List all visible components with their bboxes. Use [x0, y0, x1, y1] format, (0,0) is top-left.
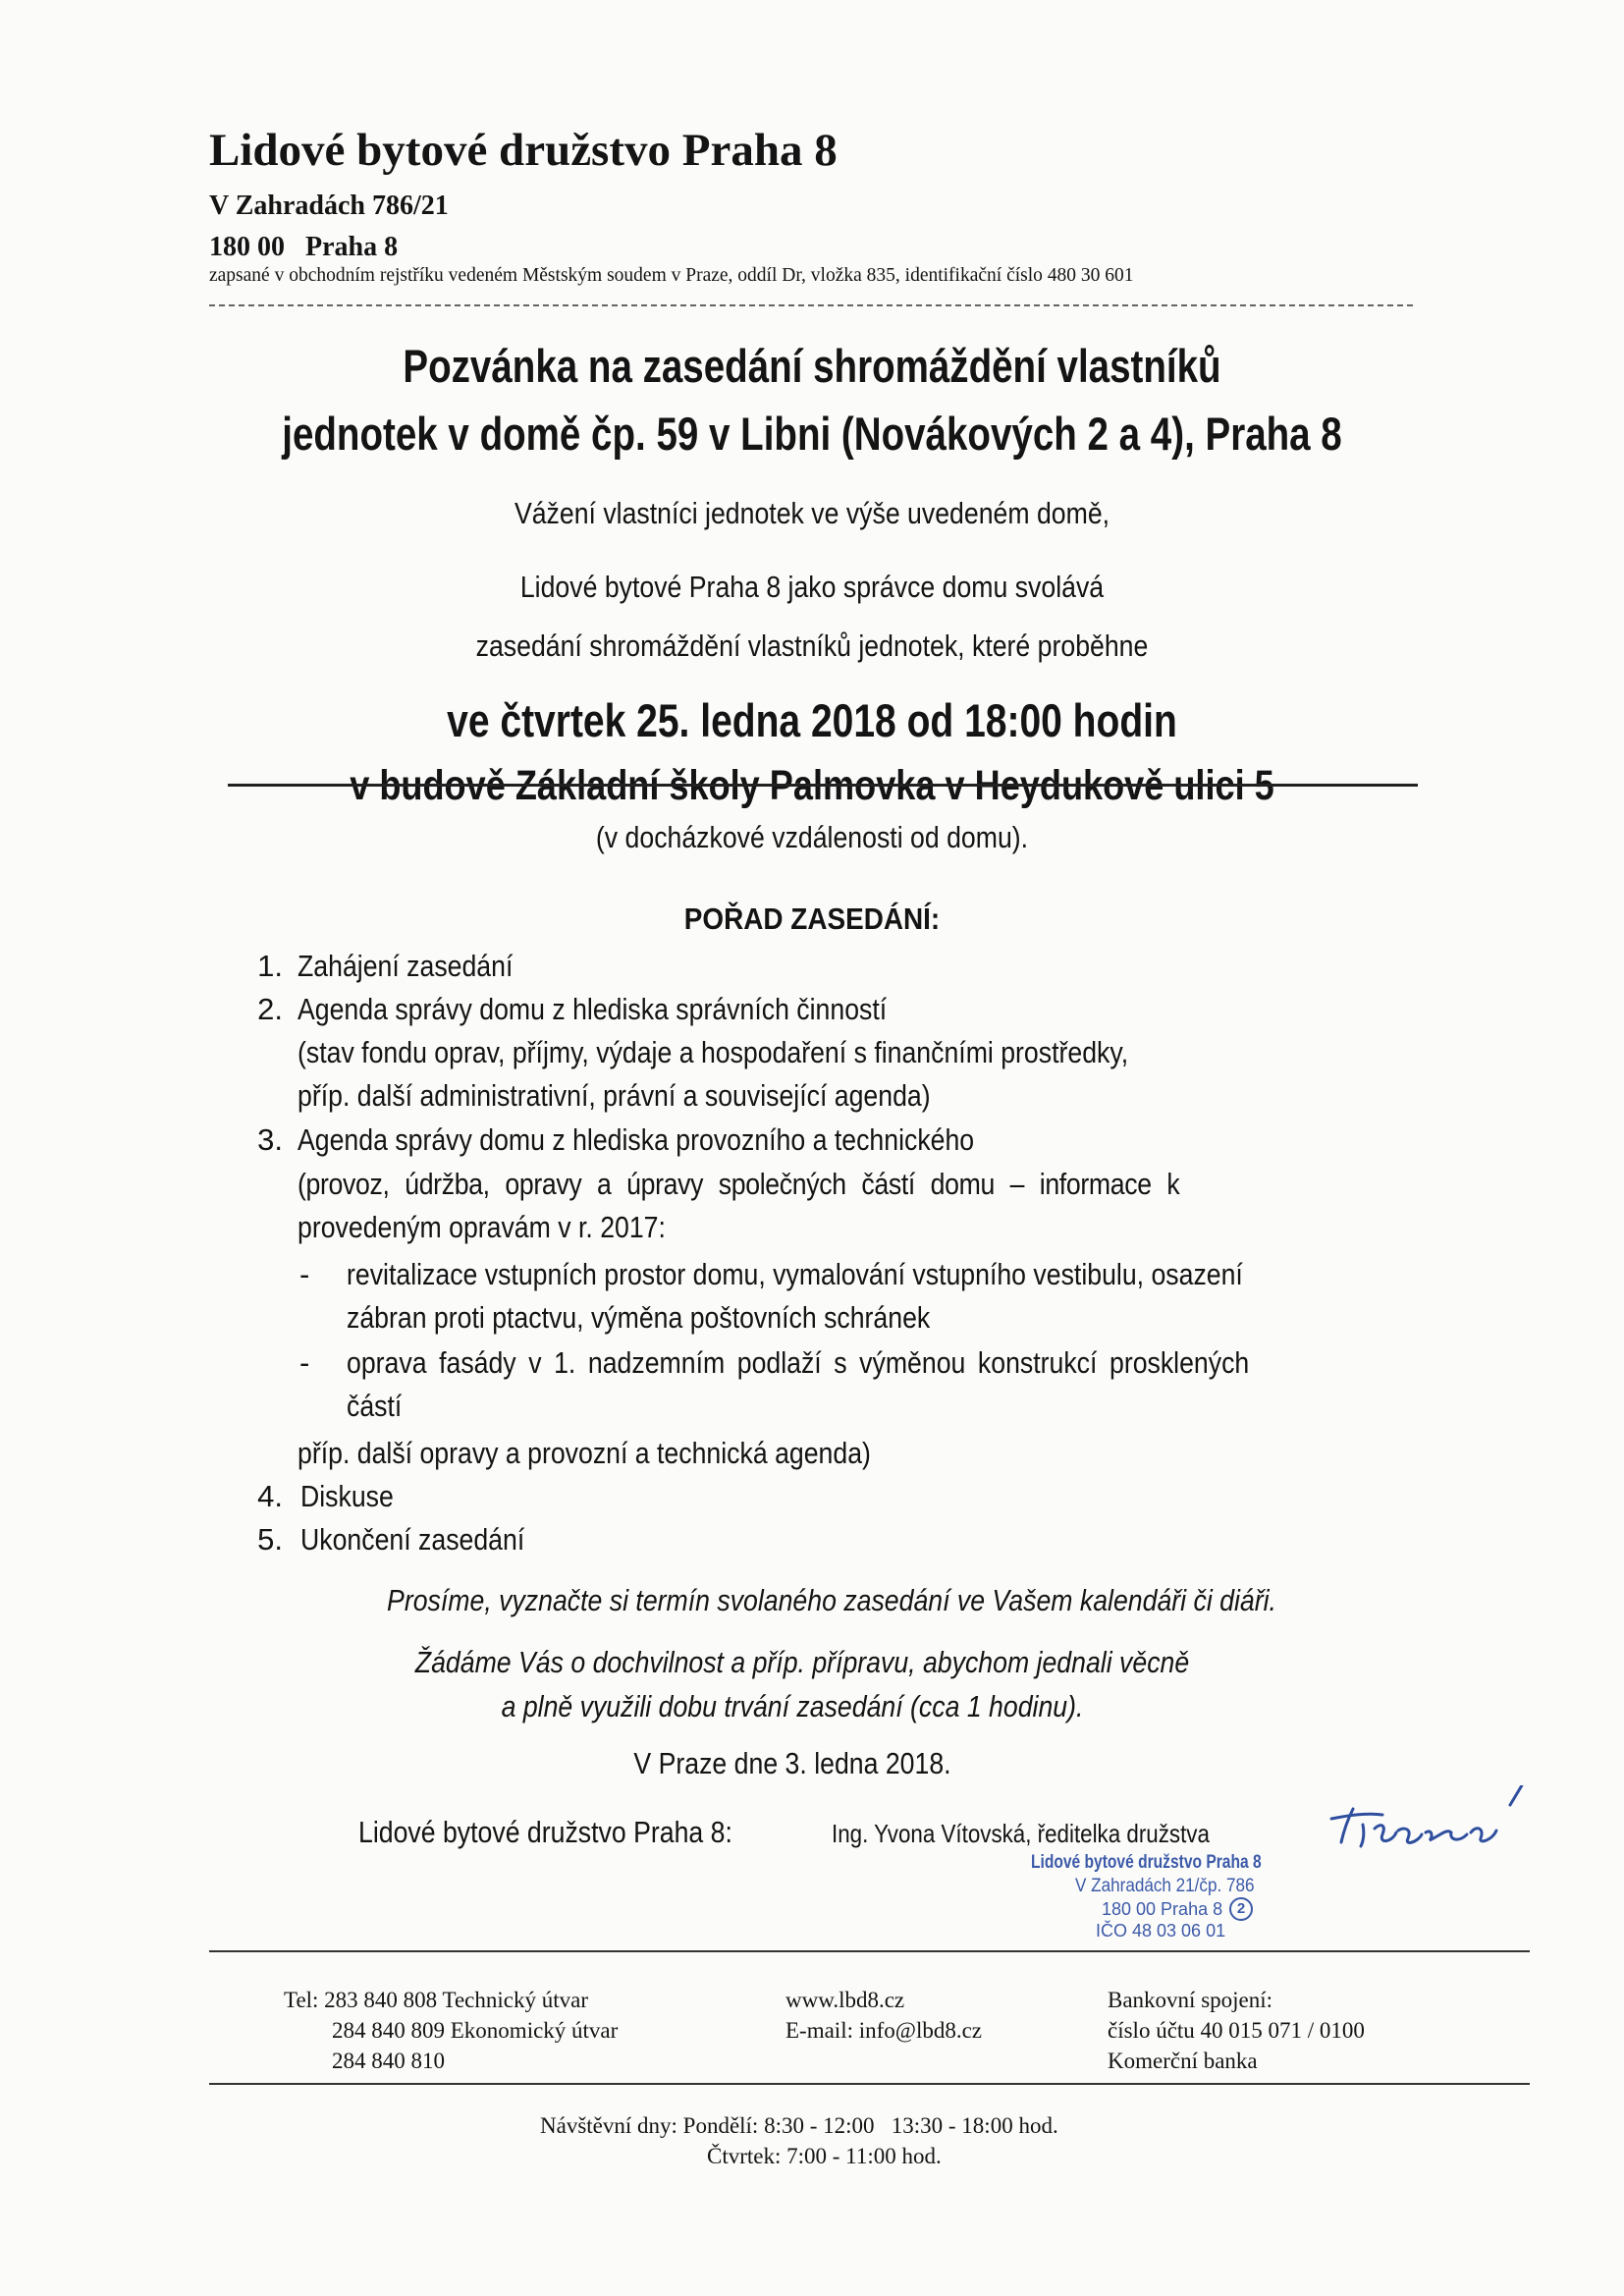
date-place: V Praze dne 3. ledna 2018. [633, 1746, 951, 1780]
agenda-item-number: 2. [257, 992, 283, 1026]
stamp-line3: 180 00 Praha 8 [1102, 1899, 1223, 1919]
agenda-item-5: Ukončení zasedání [300, 1522, 525, 1557]
agenda-bullet-1: revitalizace vstupních prostor domu, vymalování vstupního vestibulu, osazení [347, 1257, 1243, 1291]
agenda-item-2: Agenda správy domu z hlediska správních činností [298, 992, 888, 1026]
punctuality-request-line1: Žádáme Vás o dochvilnost a příp. přípravu, abychom jednali věcně [414, 1645, 1190, 1679]
footer-divider-bottom [209, 2083, 1530, 2085]
footer-phone-economic: 284 840 809 Ekonomický útvar [332, 2018, 619, 2043]
agenda-item-3-closing: příp. další opravy a provozní a technická agenda) [298, 1436, 871, 1470]
agenda-bullet-2-cont: částí [347, 1389, 403, 1423]
organization-name: Lidové bytové družstvo Praha 8 [209, 125, 838, 176]
agenda-item-number: 4. [257, 1479, 283, 1513]
punctuality-request-line2: a plně využili dobu trvání zasedání (cca 1 hodinu). [501, 1689, 1084, 1723]
office-hours-line2: Čtvrtek: 7:00 - 11:00 hod. [707, 2144, 942, 2168]
meeting-location: v budově Základní školy Palmovka v Heydukově ulici 5 [350, 762, 1274, 809]
greeting: Vážení vlastníci jednotek ve výše uvedeném domě, [514, 496, 1110, 530]
stamp-line2: V Zahradách 21/čp. 786 [1075, 1876, 1255, 1896]
registry-note: zapsané v obchodním rejstříku vedeném Městským soudem v Praze, oddíl Dr, vložka 835, identifikační číslo 480 30 601 [209, 265, 1134, 286]
footer-phone-other: 284 840 810 [332, 2049, 445, 2073]
agenda-item-3-detail: provedeným opravám v r. 2017: [298, 1210, 666, 1244]
agenda-item-number: 3. [257, 1122, 283, 1157]
company-stamp [1031, 1852, 1326, 1950]
convener-text: Lidové bytové Praha 8 jako správce domu svolává [519, 570, 1105, 604]
footer-website-link[interactable]: www.lbd8.cz [785, 1988, 905, 2012]
footer-phone-technical: Tel: 283 840 808 Technický útvar [284, 1988, 588, 2012]
footer-bank-account: číslo účtu 40 015 071 / 0100 [1108, 2018, 1365, 2043]
header-divider [209, 304, 1413, 306]
footer-email-link[interactable]: E-mail: info@lbd8.cz [785, 2018, 983, 2043]
agenda-item-4: Diskuse [300, 1479, 394, 1513]
office-hours-line1: Návštěvní dny: Pondělí: 8:30 - 12:00 13:30 - 18:00 hod. [540, 2113, 1058, 2138]
agenda-item-number: 1. [257, 949, 283, 983]
agenda-heading: POŘAD ZASEDÁNÍ: [683, 902, 941, 936]
footer-bank-name: Komerční banka [1108, 2049, 1258, 2073]
agenda-bullet-1-cont: zábran proti ptactvu, výměna poštovních schránek [347, 1300, 931, 1335]
footer-divider-top [209, 1950, 1530, 1952]
agenda-item-2-detail: příp. další administrativní, právní a související agenda) [298, 1078, 931, 1113]
bullet-dash: - [299, 1345, 310, 1380]
meeting-intro: zasedání shromáždění vlastníků jednotek, které proběhne [475, 629, 1149, 663]
stamp-circle-mark: 2 [1229, 1897, 1253, 1921]
signatory-name: Ing. Yvona Vítovská, ředitelka družstva [832, 1819, 1210, 1848]
fold-crease-line [228, 784, 1418, 787]
bullet-dash: - [299, 1257, 310, 1291]
handwritten-signature [1324, 1785, 1549, 1874]
footer-bank-label: Bankovní spojení: [1108, 1988, 1273, 2012]
agenda-item-2-detail: (stav fondu oprav, příjmy, výdaje a hospodaření s finančními prostředky, [298, 1035, 1129, 1069]
agenda-item-3-detail-text: (provoz, údržba, opravy a úpravy společných částí domu – informace k [298, 1167, 1180, 1201]
agenda-item-3-detail [298, 1167, 1446, 1202]
agenda-item-3: Agenda správy domu z hlediska provozního a technického [298, 1122, 975, 1157]
organization-street: V Zahradách 786/21 [209, 191, 449, 221]
invitation-title-line1: Pozvánka na zasedání shromáždění vlastníků [403, 340, 1221, 392]
stamp-line1: Lidové bytové družstvo Praha 8 [1031, 1852, 1262, 1873]
distance-note: (v docházkové vzdálenosti od domu). [595, 820, 1029, 854]
organization-city: 180 00 Praha 8 [209, 232, 399, 262]
stamp-line4: IČO 48 03 06 01 [1096, 1921, 1226, 1941]
agenda-item-1: Zahájení zasedání [298, 949, 514, 983]
agenda-item-number: 5. [257, 1522, 283, 1557]
meeting-date-time: ve čtvrtek 25. ledna 2018 od 18:00 hodin [447, 694, 1177, 746]
invitation-title-line2: jednotek v domě čp. 59 v Libni (Novákových 2 a 4), Praha 8 [282, 408, 1342, 460]
signatory-organization: Lidové bytové družstvo Praha 8: [358, 1815, 732, 1849]
calendar-reminder: Prosíme, vyznačte si termín svolaného zasedání ve Vašem kalendáři či diáři. [387, 1583, 1276, 1617]
agenda-bullet-2: oprava fasády v 1. nadzemním podlaží s výměnou konstrukcí prosklených [347, 1345, 1250, 1380]
